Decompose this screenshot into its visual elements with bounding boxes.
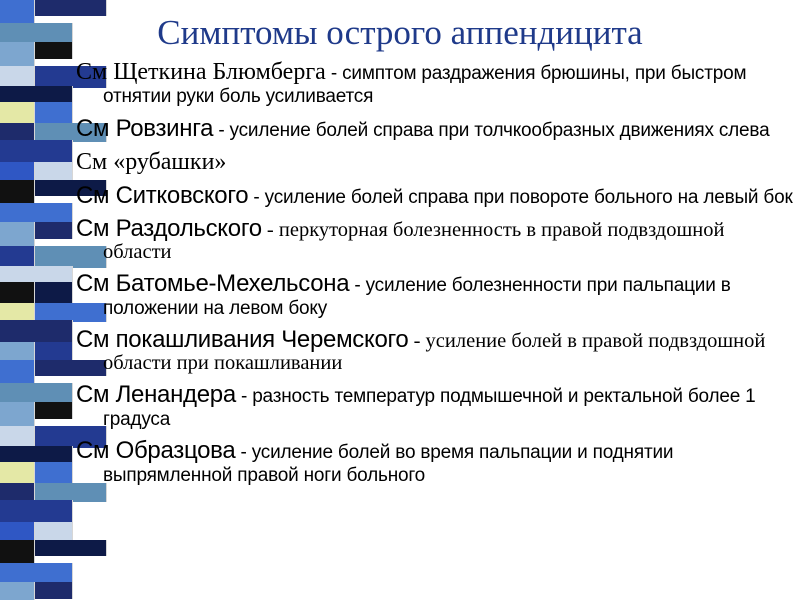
list-item — [76, 181, 794, 209]
stripe-block — [0, 86, 73, 102]
symptom-name: См «рубашки» — [76, 149, 227, 175]
stripe-block — [34, 162, 73, 182]
stripe-block — [0, 162, 35, 180]
stripe-block — [0, 360, 35, 383]
symptom-description: - усиление болей во время пальпации и поднятии выпрямленной правой ноги больного — [103, 442, 674, 486]
stripe-block — [34, 582, 73, 599]
stripe-block — [0, 446, 73, 462]
stripe-block — [34, 342, 73, 362]
stripe-block — [0, 383, 73, 402]
stripe-block — [0, 42, 35, 66]
stripe-block — [0, 203, 73, 222]
stripe-block — [0, 320, 73, 342]
symptom-name: См покашливания Черемского — [76, 326, 409, 353]
stripe-block — [0, 342, 35, 360]
stripe-block — [34, 402, 73, 419]
stripe-block — [0, 66, 35, 86]
stripe-block — [0, 522, 35, 540]
stripe-block — [34, 522, 73, 542]
stripe-block — [0, 282, 35, 303]
symptom-description: - разность температур подмышечной и ректальной более 1 градуса — [103, 385, 756, 430]
list-item — [76, 151, 794, 175]
symptom-list — [76, 61, 794, 497]
list-item — [76, 215, 794, 263]
list-item — [76, 61, 794, 108]
symptom-description: - симптом раздражения брюшины, при быстром отнятии руки боль усиливается — [103, 63, 747, 107]
symptom-name: См Образцова — [76, 437, 236, 464]
stripe-block — [34, 462, 73, 485]
stripe-block — [0, 402, 35, 426]
list-item — [76, 114, 794, 142]
symptom-name: См Ситковского — [76, 181, 249, 209]
stripe-block — [34, 282, 73, 305]
symptom-name: См Щеткина Блюмберга — [76, 59, 326, 85]
symptom-description: - усиление болей в правой подвздошной области при покашливании — [103, 330, 766, 374]
symptom-description: - усиление болезненности при пальпации в положении на левом боку — [103, 274, 731, 319]
symptom-name: См Ровзинга — [76, 114, 214, 142]
stripe-block — [34, 42, 73, 59]
stripe-block — [0, 426, 35, 446]
stripe-block — [34, 540, 107, 556]
stripe-block — [0, 483, 35, 500]
stripe-block — [0, 102, 35, 123]
symptom-name: См Ленандера — [76, 380, 236, 408]
stripe-block — [0, 222, 35, 246]
slide-title: Симптомы острого аппендицита — [157, 13, 643, 52]
stripe-block — [0, 140, 73, 162]
stripe-block — [0, 500, 73, 522]
stripe-block — [0, 266, 73, 282]
decorative-stripe — [0, 0, 72, 600]
stripe-block — [0, 563, 73, 582]
list-item — [76, 326, 794, 374]
symptom-name: См Раздольского — [76, 215, 262, 242]
stripe-block — [0, 246, 35, 266]
symptom-name: См Батомье-Мехельсона — [76, 269, 350, 297]
stripe-block — [0, 462, 35, 483]
stripe-block — [34, 102, 73, 125]
stripe-block — [0, 180, 35, 203]
list-item — [76, 380, 794, 431]
stripe-block — [0, 303, 35, 320]
stripe-block — [34, 222, 73, 239]
symptom-description: - усиление болей справа при повороте больного на левый бок — [248, 186, 793, 208]
symptom-description: - перкуторная болезненность в правой подвздошной области — [103, 219, 725, 263]
list-item — [76, 437, 794, 487]
stripe-block — [0, 0, 35, 23]
stripe-block — [0, 582, 35, 600]
list-item — [76, 269, 794, 320]
stripe-block — [0, 123, 35, 140]
stripe-block — [0, 23, 73, 42]
symptom-description: - усиление болей справа при толчкообразных движениях слева — [213, 119, 770, 141]
stripe-block — [0, 540, 35, 563]
